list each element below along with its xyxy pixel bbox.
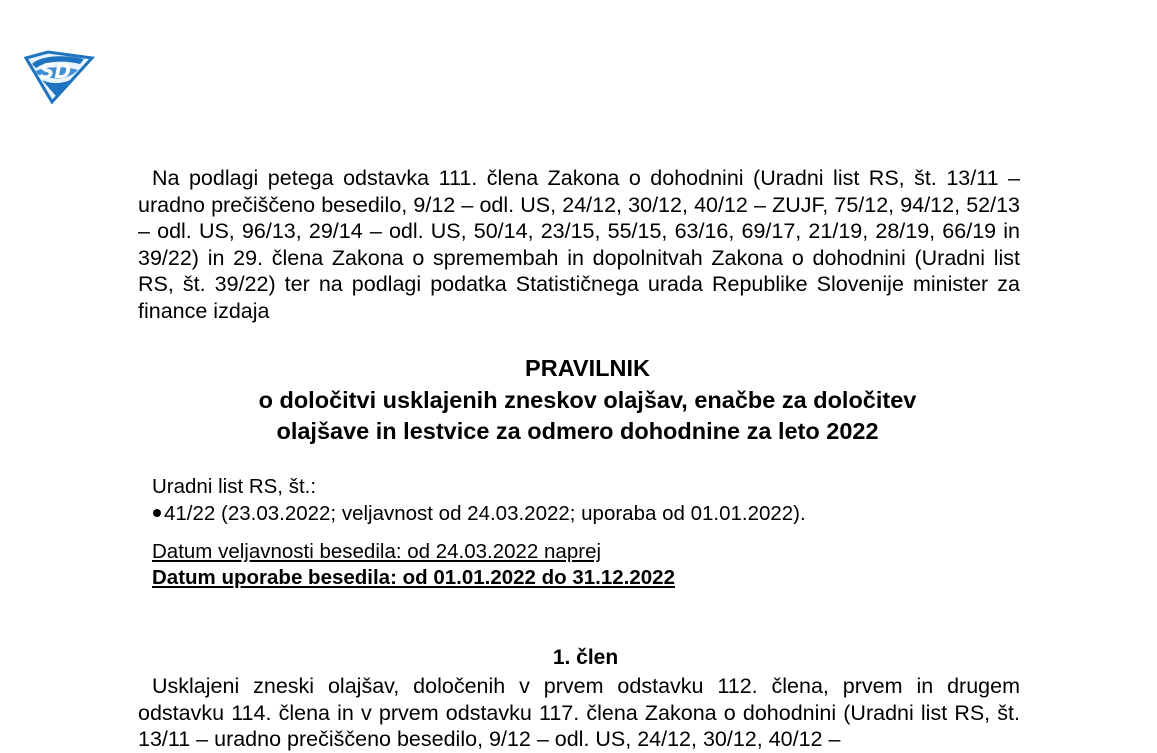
document-title: PRAVILNIK: [525, 355, 650, 381]
intro-paragraph: Na podlagi petega odstavka 111. člena Zakona o dohodnini (Uradni list RS, št. 13/11 – uradno prečiščeno besedilo, 9/12 – odl. US, 24/12, 30/12, 40/12 – ZUJF, 75/12, 94/12, 52/13 – odl. US, 96/13, 29/14 – odl. US, 50/14, 23/15, 55/15, 63/16, 69/17, 21/19, 28/19, 66/19 in 39/22) in 29. člena Zakona o spremembah in dopolnitvah Zakona o dohodnini (Uradni list RS, št. 39/22) ter na podlagi podatka Statističnega urada Republike Slovenije minister za finance izdaja: [138, 166, 1020, 323]
validity-date: Datum veljavnosti besedila: od 24.03.2022 naprej: [152, 540, 602, 563]
gazette-label: Uradni list RS, št.:: [152, 475, 317, 498]
gazette-item-text: 41/22 (23.03.2022; veljavnost od 24.03.2022; uporaba od 01.01.2022).: [164, 502, 806, 525]
sd-logo: [22, 50, 96, 104]
bullet-icon: [153, 509, 161, 517]
gazette-list-item: [152, 501, 806, 527]
document-subtitle-line2: olajšave in lestvice za odmero dohodnine za leto 2022: [276, 418, 879, 444]
document-subtitle-line1: o določitvi usklajenih zneskov olajšav, enačbe za določitev: [258, 387, 917, 413]
article-heading: 1. člen: [552, 646, 619, 669]
article-text: Usklajeni zneski olajšav, določenih v prvem odstavku 112. člena, prvem in drugem odstavku 114. člena in v prvem odstavku 117. člena Zakona o dohodnini (Uradni list RS, št. 13/11 – uradno prečiščeno besedilo, 9/12 – odl. US, 24/12, 30/12, 40/12 –: [138, 674, 1020, 752]
application-date: Datum uporabe besedila: od 01.01.2022 do 31.12.2022: [152, 566, 675, 589]
svg-text:SD: SD: [40, 59, 72, 83]
